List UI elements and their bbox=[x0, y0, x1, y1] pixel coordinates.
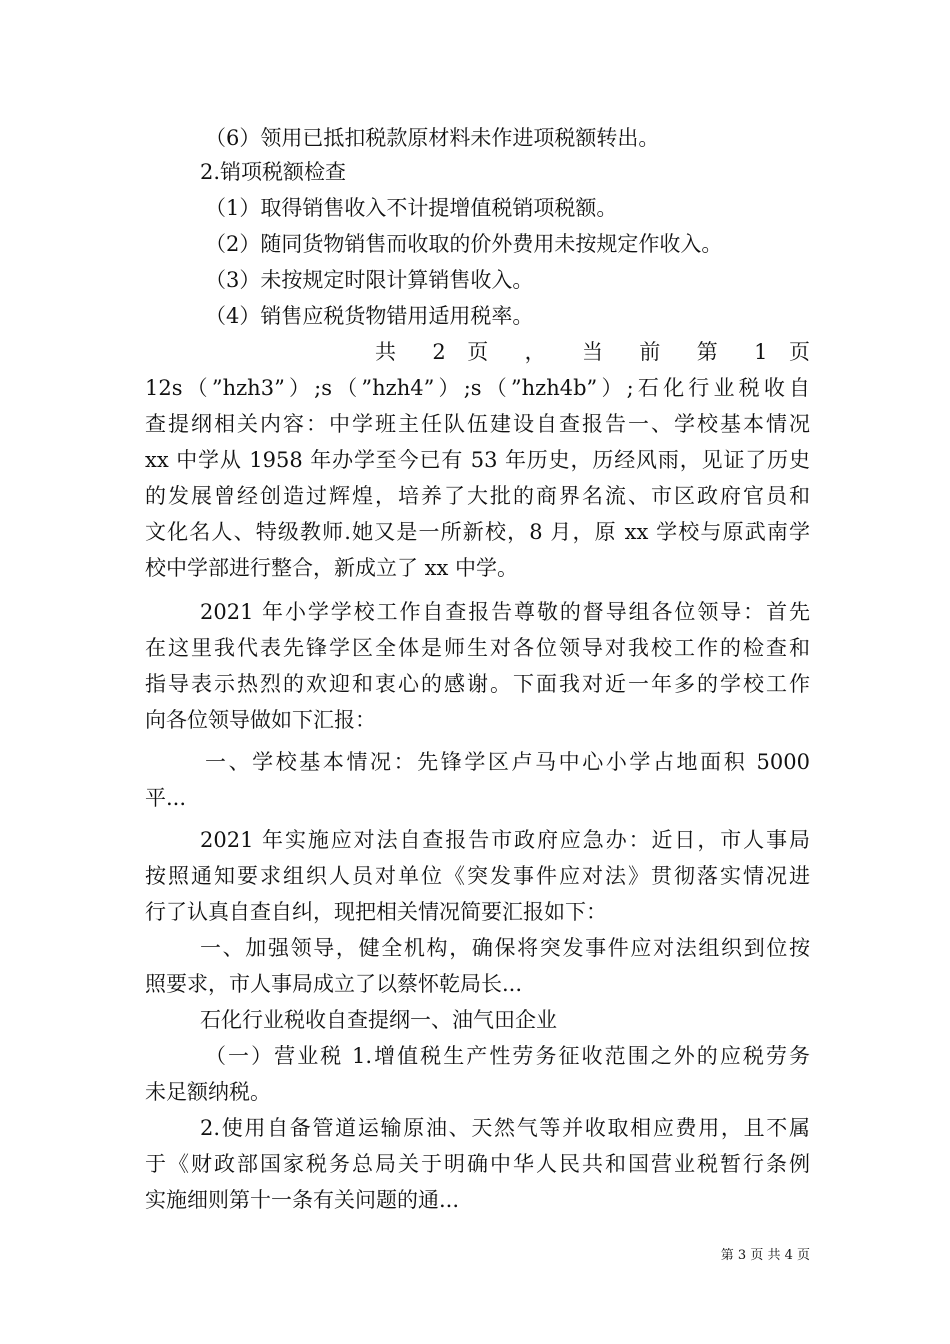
paragraph-line: 2.使用自备管道运输原油、天然气等并收取相应费用，且不属 bbox=[200, 1116, 810, 1140]
page-footer: 第 3 页 共 4 页 bbox=[720, 1248, 810, 1263]
section-heading: 石化行业税收自查提纲一、油气田企业 bbox=[200, 1008, 557, 1032]
section-heading: 2.销项税额检查 bbox=[200, 160, 347, 184]
paragraph-line: 2021 年实施应对法自查报告市政府应急办：近日，市人事局 bbox=[200, 828, 810, 852]
paragraph-line: 查提纲相关内容：中学班主任队伍建设自查报告一、学校基本情况 bbox=[145, 412, 810, 436]
paragraph-line: 校中学部进行整合，新成立了 xx 中学。 bbox=[145, 556, 519, 580]
paragraph-line: 12s（”hzh3”）;s（”hzh4”）;s（”hzh4b”）;石化行业税收自 bbox=[145, 376, 810, 400]
paragraph-line: 实施细则第十一条有关问题的通... bbox=[145, 1188, 460, 1212]
paragraph-line: 的发展曾经创造过辉煌，培养了大批的商界名流、市区政府官员和 bbox=[145, 484, 810, 508]
paragraph-line: 向各位领导做如下汇报： bbox=[145, 708, 376, 732]
paragraph-line: （2）随同货物销售而收取的价外费用未按规定作收入。 bbox=[205, 232, 723, 256]
paragraph-line: 一、加强领导，健全机构，确保将突发事件应对法组织到位按 bbox=[200, 936, 810, 960]
paragraph-line: （1）取得销售收入不计提增值税销项税额。 bbox=[205, 196, 618, 220]
paragraph-line: 平... bbox=[145, 786, 187, 810]
paragraph-line: 于《财政部国家税务总局关于明确中华人民共和国营业税暂行条例 bbox=[145, 1152, 810, 1176]
paragraph-line: （3）未按规定时限计算销售收入。 bbox=[205, 268, 534, 292]
page-count-line: 共 2 页 ， 当 前 第 1 页 bbox=[375, 340, 810, 364]
paragraph-line: xx 中学从 1958 年办学至今已有 53 年历史，历经风雨，见证了历史 bbox=[145, 448, 810, 472]
paragraph-line: 行了认真自查自纠，现把相关情况简要汇报如下： bbox=[145, 900, 607, 924]
paragraph-line: 一、学校基本情况：先锋学区卢马中心小学占地面积 5000 bbox=[205, 750, 810, 774]
paragraph-line: （6）领用已抵扣税款原材料未作进项税额转出。 bbox=[205, 126, 660, 150]
paragraph-line: （一）营业税 1.增值税生产性劳务征收范围之外的应税劳务 bbox=[205, 1044, 810, 1068]
paragraph-line: 指导表示热烈的欢迎和衷心的感谢。下面我对近一年多的学校工作 bbox=[145, 672, 810, 696]
paragraph-line: 未足额纳税。 bbox=[145, 1080, 271, 1104]
paragraph-line: 照要求，市人事局成立了以蔡怀乾局长... bbox=[145, 972, 523, 996]
paragraph-line: 文化名人、特级教师.她又是一所新校，8 月，原 xx 学校与原武南学 bbox=[145, 520, 810, 544]
paragraph-line: 按照通知要求组织人员对单位《突发事件应对法》贯彻落实情况进 bbox=[145, 864, 810, 888]
paragraph-line: 在这里我代表先锋学区全体是师生对各位领导对我校工作的检查和 bbox=[145, 636, 810, 660]
paragraph-line: （4）销售应税货物错用适用税率。 bbox=[205, 304, 534, 328]
paragraph-line: 2021 年小学学校工作自查报告尊敬的督导组各位领导：首先 bbox=[200, 600, 810, 624]
